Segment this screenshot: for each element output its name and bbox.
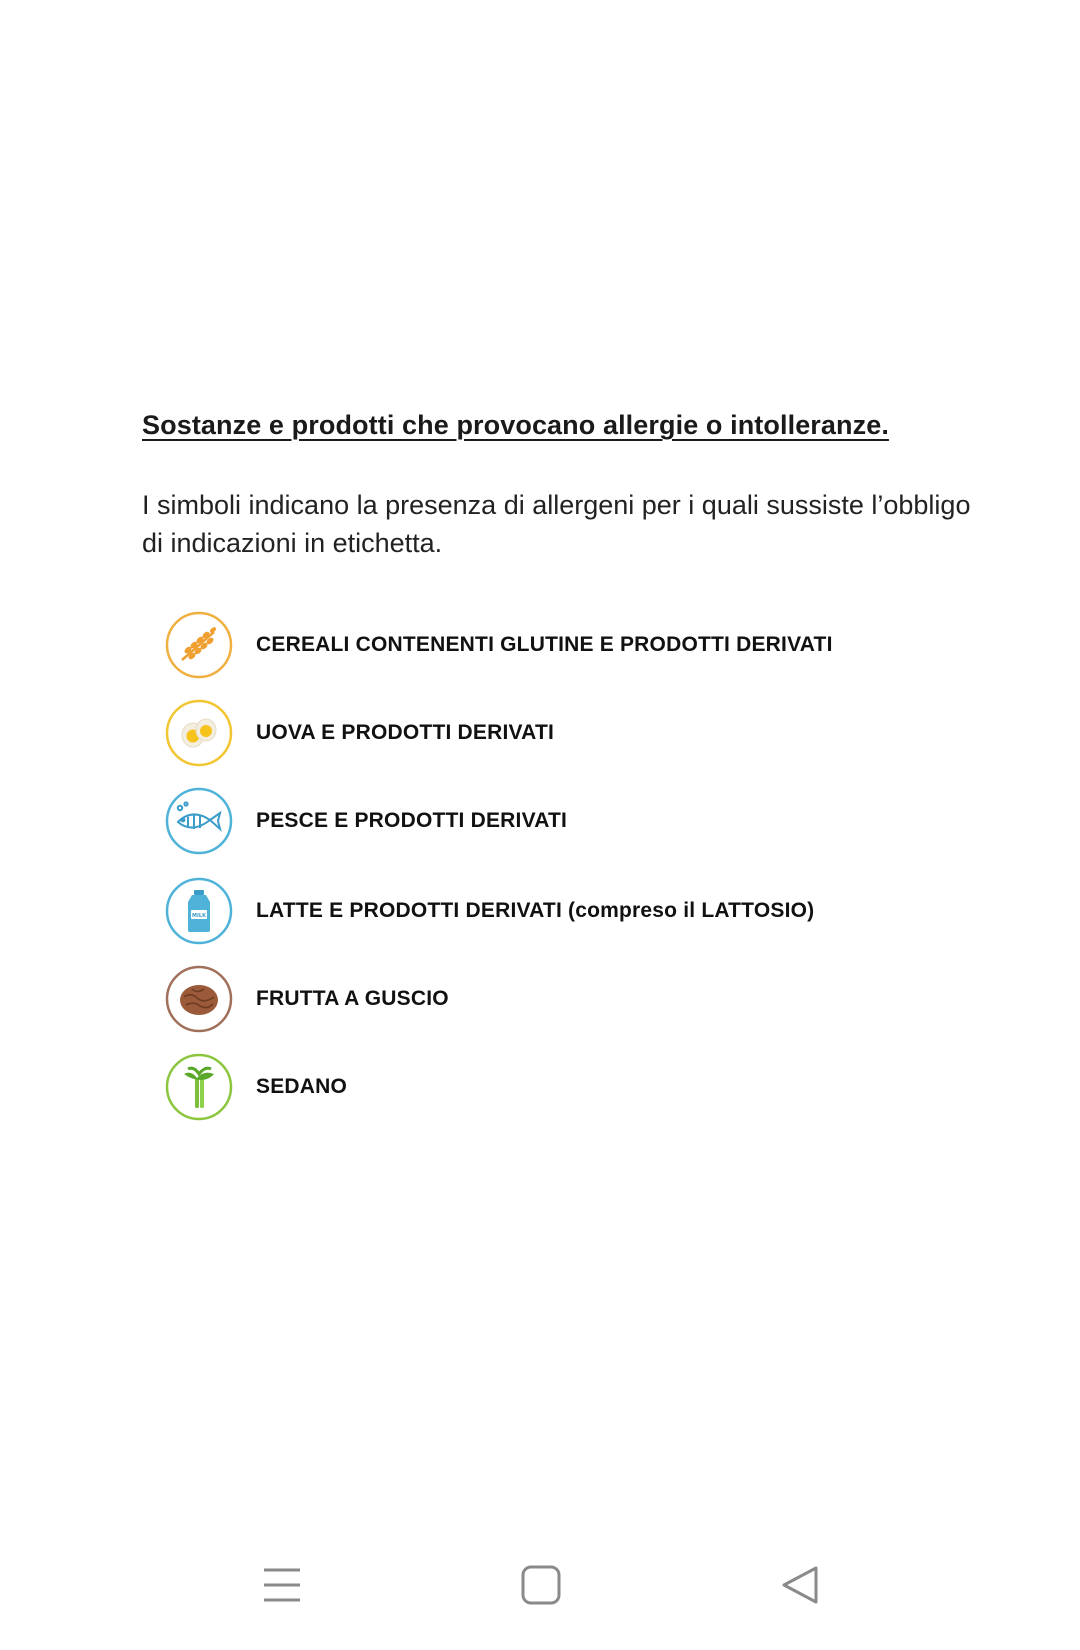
system-navigation-bar: [0, 1540, 1080, 1630]
celery-icon: [164, 1052, 234, 1122]
allergen-label: LATTE E PRODOTTI DERIVATI (compreso il LATTOSIO): [256, 899, 815, 922]
milk-icon: [164, 876, 234, 946]
page-title: Sostanze e prodotti che provocano allergie o intolleranze.: [142, 410, 889, 440]
fish-icon: [164, 786, 234, 856]
allergen-label: FRUTTA A GUSCIO: [256, 987, 449, 1010]
home-icon[interactable]: [516, 1560, 566, 1610]
egg-icon: [164, 698, 234, 768]
allergen-item-cereals: [160, 610, 1020, 682]
menu-icon[interactable]: [257, 1560, 307, 1610]
walnut-icon: [164, 964, 234, 1034]
allergen-item-nuts: [160, 964, 1020, 1036]
allergen-label: SEDANO: [256, 1075, 348, 1098]
allergen-label: CEREALI CONTENENTI GLUTINE E PRODOTTI DERIVATI: [256, 633, 833, 656]
allergen-item-milk: [160, 876, 1020, 948]
allergen-item-fish: [160, 786, 1020, 858]
back-icon[interactable]: [775, 1560, 825, 1610]
allergen-label: UOVA E PRODOTTI DERIVATI: [256, 721, 555, 744]
svg-text:MILK: MILK: [192, 913, 206, 919]
allergen-item-eggs: [160, 698, 1020, 770]
allergen-label: PESCE E PRODOTTI DERIVATI: [256, 809, 568, 832]
allergen-item-celery: [160, 1052, 1020, 1124]
intro-text: I simboli indicano la presenza di allergeni per i quali sussiste l’obbligo di indicazioni in etichetta.: [142, 490, 971, 558]
wheat-icon: [164, 610, 234, 680]
